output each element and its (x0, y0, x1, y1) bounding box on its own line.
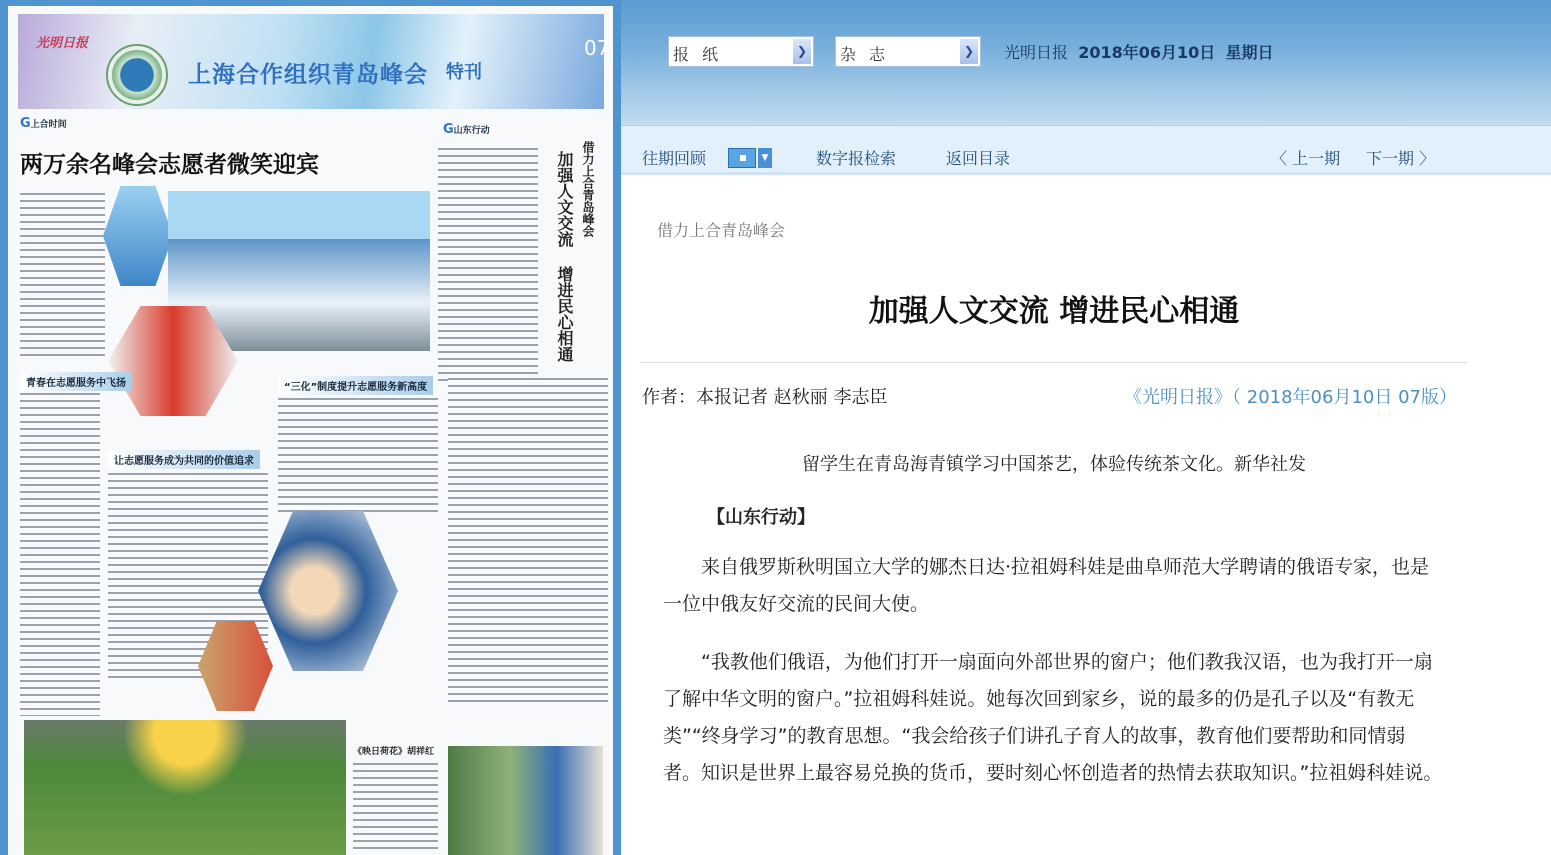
vertical-kicker[interactable]: 借力上合青岛峰会 (581, 141, 595, 237)
article-content (621, 178, 1551, 855)
tea-class-photo (448, 746, 603, 855)
issue-info (1004, 40, 1273, 63)
article-title: 加强人文交流 增进民心相通 (868, 294, 1240, 329)
dropdown-arrow-icon[interactable]: ▼ (758, 148, 772, 168)
nav-bar (621, 125, 1551, 175)
subhead-3[interactable]: “三化”制度提升志愿服务新高度 (278, 376, 433, 395)
lotus-painting (24, 720, 346, 855)
divider (641, 362, 1467, 363)
section-left-text: 上合时间 (30, 120, 67, 130)
issue-date: 2018年06月10日 (1078, 43, 1216, 62)
previous-issue-link[interactable]: 〈 上一期 (1271, 149, 1341, 168)
newspaper-page-panel (0, 0, 621, 855)
next-issue-link[interactable]: 下一期 〉 (1366, 149, 1436, 168)
newspaper-logo: 光明日报 (36, 36, 89, 51)
page-number: 07 (584, 36, 610, 60)
chevron-down-icon[interactable]: ❯ (793, 39, 811, 64)
article-subhead: 【山东行动】 (707, 507, 815, 528)
chevron-down-icon[interactable]: ❯ (960, 39, 978, 64)
volunteer-photo (103, 186, 173, 286)
section-label-right: G山东行动 (443, 122, 490, 137)
article-paragraph: 来自俄罗斯秋明国立大学的娜杰日达·拉祖姆科娃是曲阜师范大学聘请的俄语专家，也是一位中俄友好交流的民间大使。 (663, 556, 1430, 615)
subhead-1[interactable]: 青春在志愿服务中飞扬 (20, 372, 132, 391)
column-name: 借力上合青岛峰会 (657, 221, 786, 240)
vertical-title-2[interactable]: 增进民心相通 (555, 266, 574, 362)
students-reading-photo (258, 511, 398, 671)
section-right-text: 山东行动 (453, 126, 490, 136)
newspaper-page-image[interactable] (8, 6, 613, 855)
search-link[interactable]: 数字报检索 (816, 149, 897, 168)
back-to-contents-link[interactable]: 返回目录 (946, 149, 1011, 168)
article-paragraph: “我教他们俄语，为他们打开一扇面向外部世界的窗户；他们教我汉语，也为我打开一扇了解中华文明的窗户。”拉祖姆科娃说。她每次回到家乡，说的最多的仍是孔子以及“有教无类”“终身学习”的教育思想。“我会给孩子们讲孔子育人的故事，教育他们要帮助和同情弱者。知识是世界上最容易兑换的货币，要时刻心怀创造者的热情去获取知识。”拉祖姆科娃说。 (663, 651, 1443, 784)
text-column (278, 396, 438, 516)
vertical-title-1[interactable]: 加强人文交流 (555, 151, 574, 247)
text-column (20, 391, 100, 716)
subhead-2[interactable]: 让志愿服务成为共同的价值追求 (108, 450, 260, 469)
text-column (20, 191, 105, 361)
photo-caption: 留学生在青岛海青镇学习中国茶艺，体验传统茶文化。新华社发 (802, 454, 1306, 475)
calendar-icon[interactable] (728, 148, 756, 168)
newspaper-select[interactable] (668, 36, 814, 67)
top-header (621, 0, 1551, 125)
text-column (353, 761, 438, 851)
paper-name: 光明日报 (1004, 43, 1069, 62)
masthead-tag: 特刊 (446, 62, 482, 83)
page-headline[interactable]: 两万余名峰会志愿者微笑迎宾 (20, 151, 319, 178)
section-label-left: G上合时间 (20, 116, 67, 131)
text-column (438, 146, 538, 386)
newspaper-select-value: 报 纸 (673, 45, 723, 64)
article-source[interactable]: 《光明日报》（ 2018年06月10日 07版） (1124, 387, 1457, 408)
painting-title: 《映日荷花》胡祥红 (353, 747, 435, 757)
archive-link[interactable]: 往期回顾 (642, 149, 707, 168)
masthead (18, 14, 610, 109)
masthead-title: 上海合作组织青岛峰会 (188, 62, 428, 88)
text-column (448, 376, 608, 706)
issue-weekday: 星期日 (1225, 43, 1274, 62)
sco-emblem-icon (106, 44, 168, 106)
magazine-select-value: 杂 志 (840, 45, 890, 64)
calendar-picker[interactable] (728, 148, 774, 168)
magazine-select[interactable] (835, 36, 981, 67)
article-author: 作者：本报记者 赵秋丽 李志臣 (642, 387, 888, 408)
